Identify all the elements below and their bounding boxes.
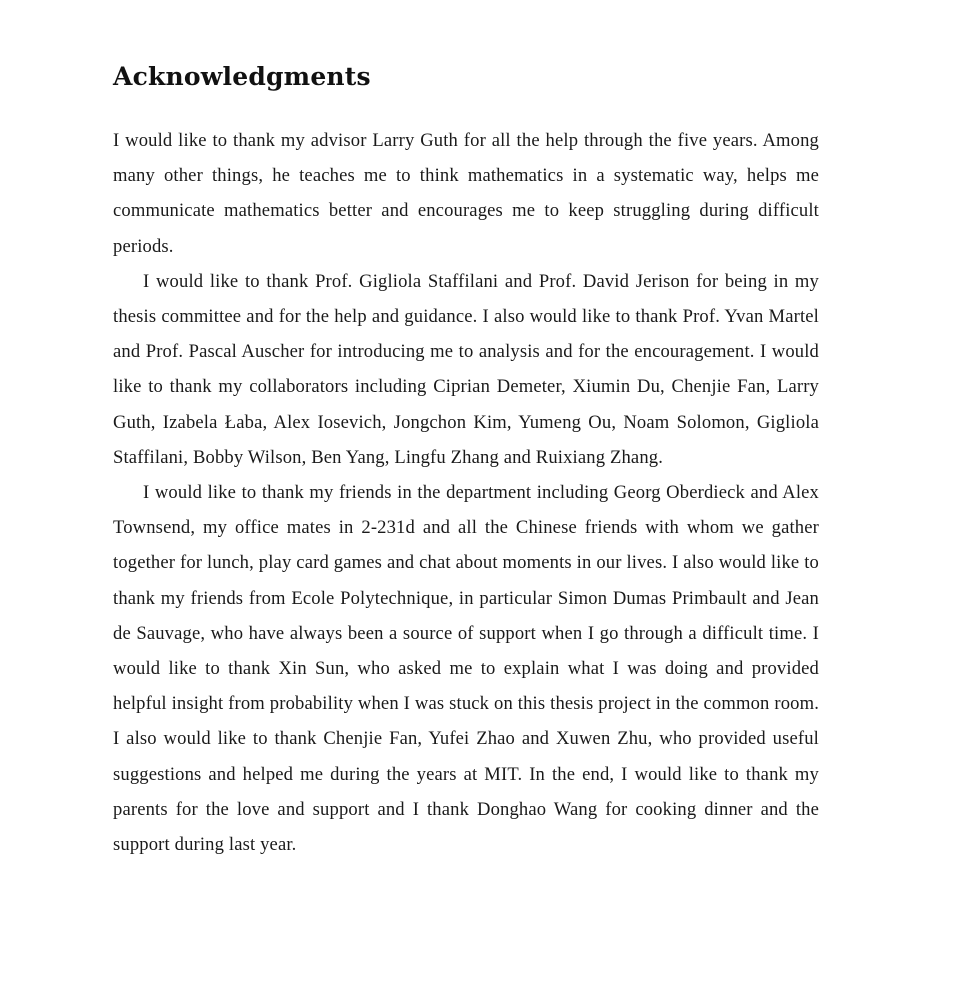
page-title: Acknowledgments: [113, 62, 371, 91]
paragraph-advisor: I would like to thank my advisor Larry Guth for all the help through the five years. Among many other things, he teaches me to think mathematics in a systematic way, helps me communicate mathematics better and encourages me to keep struggling during difficult periods.: [113, 130, 819, 257]
paragraph-committee: I would like to thank Prof. Gigliola Staffilani and Prof. David Jerison for being in my thesis committee and for the help and guidance. I also would like to thank Prof. Yvan Martel and Prof. Pascal Auscher for introducing me to analysis and for the encouragement. I would like to thank my collaborators including Ciprian Demeter, Xiumin Du, Chenjie Fan, Larry Guth, Izabela Łaba, Alex Iosevich, Jongchon Kim, Yumeng Ou, Noam Solomon, Gigliola Staffilani, Bobby Wilson, Ben Yang, Lingfu Zhang and Ruixiang Zhang.: [113, 270, 819, 468]
paragraph-friends: I would like to thank my friends in the department including Georg Oberdieck and Alex Townsend, my office mates in 2-231d and all the Chinese friends with whom we gather together for lunch, play card games and chat about moments in our lives. I also would like to thank my friends from Ecole Polytechnique, in particular Simon Dumas Primbault and Jean de Sauvage, who have always been a source of support when I go through a difficult time. I would like to thank Xin Sun, who asked me to explain what I was doing and provided helpful insight from probability when I was stuck on this thesis project in the common room. I also would like to thank Chenjie Fan, Yufei Zhao and Xuwen Zhu, who provided useful suggestions and helped me during the years at MIT. In the end, I would like to thank my parents for the love and support and I thank Donghao Wang for cooking dinner and the support during last year.: [113, 482, 819, 856]
document-page: [113, 58, 819, 862]
